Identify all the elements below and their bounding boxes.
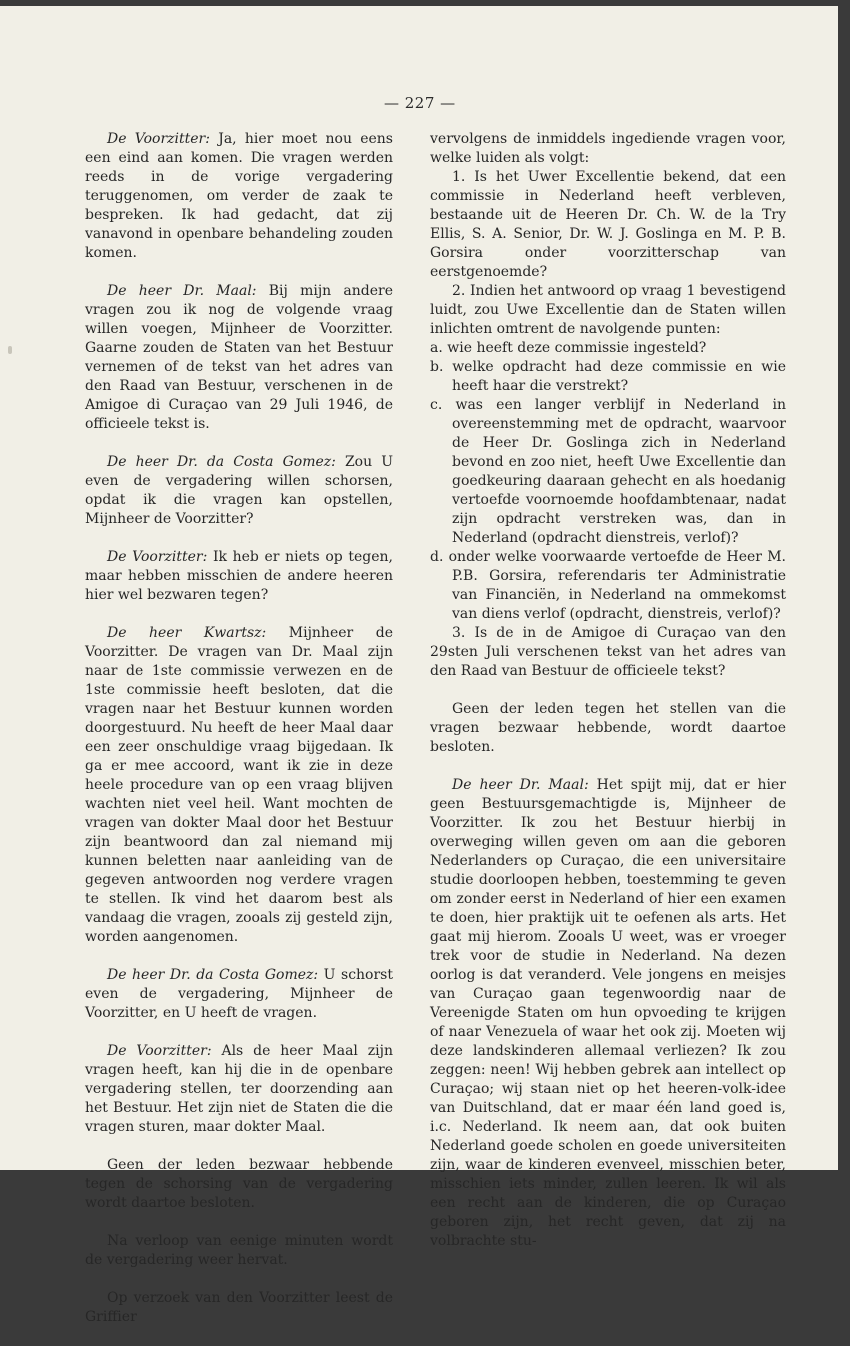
speaker: De heer Dr. da Costa Gomez: <box>107 967 319 983</box>
speaker: De Voorzitter: <box>107 131 210 147</box>
paragraph: De heer Kwartsz: Mijnheer de Voorzitter. De vragen van Dr. Maal zijn naar de 1ste commissie verwezen en de 1ste commissie heeft besloten, dat die vragen naar het Bestuur kunnen worden doorgestuurd. Nu heeft de heer Maal daar een zeer onschuldige vraag bijgedaan. Ik ga er mee accoord, want ik zie in deze heele procedure van op een vraag blijven wachten niet veel heil. Want mochten de vragen van dokter Maal door het Bestuur zijn beantwoord dan zal niemand mij kunnen beletten naar aanleiding van de gegeven antwoorden nog verdere vragen te stellen. Ik vind het daarom best als vandaag die vragen, zooals zij gesteld zijn, worden aangenomen. <box>85 625 393 945</box>
speaker: De heer Dr. da Costa Gomez: <box>107 454 336 470</box>
paragraph: De heer Dr. Maal: Bij mijn andere vragen zou ik nog de volgende vraag willen voegen, Mijnheer de Voorzitter. Gaarne zouden de Staten van het Bestuur vernemen of de tekst van het adres van den Raad van Bestuur, verschenen in de Amigoe di Curaçao van 29 Juli 1946, de officieele tekst is. <box>85 283 393 432</box>
left-column <box>85 130 393 1346</box>
question-1: 1. Is het Uwer Excellentie bekend, dat een commissie in Nederland heeft verbleven, bestaande uit de Heeren Dr. Ch. W. de la Try Ellis, S. A. Senior, Dr. W. J. Goslinga en M. P. B. Gorsira onder voorzitterschap van eerstgenoemde? <box>430 169 786 280</box>
paragraph: Geen der leden bezwaar hebbende tegen de schorsing van de vergadering wordt daartoe besloten. <box>85 1157 393 1211</box>
paragraph: Geen der leden tegen het stellen van die vragen bezwaar hebbende, wordt daartoe besloten. <box>430 701 786 755</box>
paragraph: De Voorzitter: Ja, hier moet nou eens een eind aan komen. Die vragen werden reeds in de vorige vergadering teruggenomen, om verder de zaak te bespreken. Ik had gedacht, dat zij vanavond in openbare behandeling zouden komen. <box>85 131 393 261</box>
paragraph: De Voorzitter: Ik heb er niets op tegen, maar hebben misschien de andere heeren hier wel bezwaren tegen? <box>85 549 394 603</box>
sub-question-b: b. welke opdracht had deze commissie en wie heeft haar die verstrekt? <box>430 359 786 394</box>
document-page <box>0 6 838 1325</box>
speaker: De heer Dr. Maal: <box>452 777 589 793</box>
speaker: De heer Kwartsz: <box>107 625 267 641</box>
paragraph: Op verzoek van den Voorzitter leest de Griffier <box>85 1290 393 1325</box>
paragraph: vervolgens de inmiddels ingediende vragen voor, welke luiden als volgt: <box>430 131 786 166</box>
paragraph: De heer Dr. Maal: Het spijt mij, dat er hier geen Bestuursgemachtigde is, Mijnheer de Voorzitter. Ik zou het Bestuur hierbij in overweging willen geven om aan die geboren Nederlanders op Curaçao, die een universitaire studie doorloopen hebben, toestemming te geven om zonder eerst in Nederland of hier een examen te doen, hier praktijk uit te oefenen als arts. Het gaat mij hierom. Zooals U weet, was er vroeger trek voor de studie in Nederland. Na dezen oorlog is dat veranderd. Vele jongens en meisjes van Curaçao gaan tegenwoordig naar de Vereenigde Staten om hun opvoeding te krijgen of naar Venezuela of waar het ook zij. Moeten wij deze landskinderen allemaal verliezen? Ik zou zeggen: neen! Wij hebben gebrek aan intellect op Curaçao; wij staan niet op het heeren-volk-idee van Duitschland, dat er maar één land goed is, i.c. Nederland. Ik neem aan, dat ook buiten Nederland goede scholen en goede universiteiten zijn, waar de kinderen evenveel, misschien beter, misschien iets minder, zullen leeren. Ik wil als een recht aan de kinderen, die op Curaçao geboren zijn, het recht geven, dat zij na volbrachte stu- <box>430 777 786 1249</box>
paragraph: De heer Dr. da Costa Gomez: Zou U even de vergadering willen schorsen, opdat ik die vragen kan opstellen, Mijnheer de Voorzitter? <box>85 454 393 527</box>
sub-question-c: c. was een langer verblijf in Nederland in overeenstemming met de opdracht, waarvoor de Heer Dr. Goslinga zich in Nederland bevond en zoo niet, heeft Uwe Excellentie dan goedkeuring daaraan gehecht en als hoedanig vertoefde voornoemde hoofdambtenaar, nadat zijn opdracht verstreken was, dan in Nederland (opdracht dienstreis, verlof)? <box>430 397 786 546</box>
page-number: — 227 — <box>384 94 456 112</box>
paragraph: Na verloop van eenige minuten wordt de vergadering weer hervat. <box>85 1233 393 1268</box>
question-2: 2. Indien het antwoord op vraag 1 bevestigend luidt, zou Uwe Excellentie dan de Staten willen inlichten omtrent de navolgende punten: <box>430 283 786 337</box>
right-column <box>430 130 786 1270</box>
speaker: De Voorzitter: <box>107 1043 212 1059</box>
sub-question-d: d. onder welke voorwaarde vertoefde de Heer M. P.B. Gorsira, referendaris ter Administratie van Financiën, in Nederland na ommekomst van diens verlof (opdracht, dienstreis, verlof)? <box>430 549 786 622</box>
paragraph: De Voorzitter: Als de heer Maal zijn vragen heeft, kan hij die in de openbare vergadering stellen, ter doorzending aan het Bestuur. Het zijn niet de Staten die die vragen sturen, maar dokter Maal. <box>85 1043 393 1135</box>
speaker: De heer Dr. Maal: <box>107 283 257 299</box>
paragraph: De heer Dr. da Costa Gomez: U schorst even de vergadering, Mijnheer de Voorzitter, en U heeft de vragen. <box>85 967 393 1021</box>
margin-mark <box>8 346 12 354</box>
speaker: De Voorzitter: <box>107 549 208 565</box>
sub-question-a: a. wie heeft deze commissie ingesteld? <box>430 340 707 356</box>
question-3: 3. Is de in de Amigoe di Curaçao van den 29sten Juli verschenen tekst van het adres van den Raad van Bestuur de officieele tekst? <box>430 625 786 679</box>
